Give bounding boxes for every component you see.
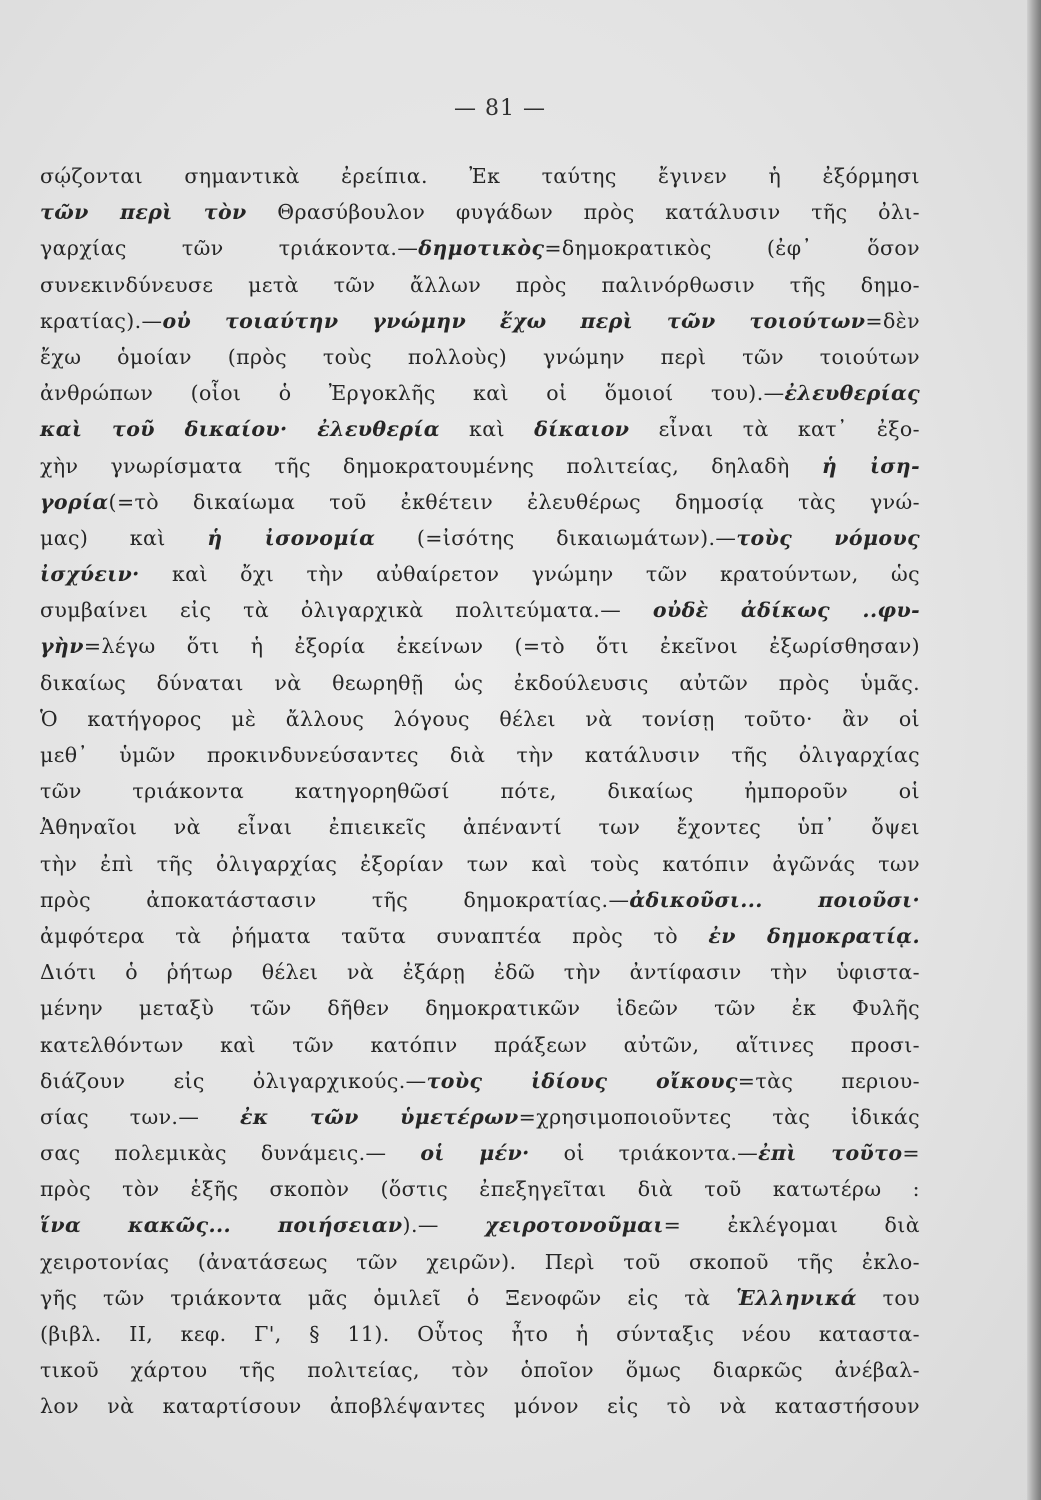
page-number: — 81 — bbox=[454, 96, 546, 121]
text-line bbox=[40, 1027, 920, 1063]
text-span bbox=[763, 888, 818, 912]
text-span: Ἀθηναῖοι νὰ εἶναι ἐπιεικεῖς ἀπέναντί των ἔχοντες ὑπ᾽ ὄψει bbox=[40, 815, 920, 840]
text-line bbox=[40, 303, 920, 339]
text-line bbox=[40, 773, 920, 809]
text-span: =δὲν bbox=[865, 308, 920, 333]
text-span: γαρχίας τῶν τριάκοντα.— bbox=[40, 236, 419, 261]
text-span: κατελθόντων καὶ τῶν κατόπιν πράξεων αὐτῶν, αἵτινες προσι- bbox=[40, 1032, 920, 1057]
text-span: σίας των.— bbox=[40, 1104, 241, 1129]
page-edge bbox=[1027, 0, 1041, 1500]
text-span: εἶναι τὰ κατ᾽ ἐξο- bbox=[629, 417, 920, 442]
text-line bbox=[40, 556, 920, 592]
text-span: δικαίως δύναται νὰ θεωρηθῇ ὡς ἐκδούλευσις αὐτῶν πρὸς ὑμᾶς. bbox=[40, 670, 920, 695]
text-span: =χρησιμοποιοῦντες τὰς ἰδικάς bbox=[518, 1104, 920, 1129]
text-line bbox=[40, 1316, 920, 1352]
text-span: (=τὸ δικαίωμα τοῦ ἐκθέτειν ἐλευθέρως δημοσίᾳ τὰς γνώ- bbox=[108, 489, 920, 514]
text-span: συμβαίνει εἰς τὰ ὀλιγαρχικὰ πολιτεύματα.— bbox=[40, 598, 653, 623]
text-line bbox=[40, 1388, 920, 1424]
text-span: διάζουν εἰς ὀλιγαρχικούς.— bbox=[40, 1068, 427, 1093]
text-span: =τὰς περιου- bbox=[737, 1068, 920, 1093]
text-span: πρὸς ἀποκατάστασιν τῆς δημοκρατίας.— bbox=[40, 887, 630, 912]
text-line bbox=[40, 158, 920, 194]
text-span: τικοῦ χάρτου τῆς πολιτείας, τὸν ὁποῖον ὅμως διαρκῶς ἀνέβαλ- bbox=[40, 1358, 920, 1383]
text-span: = ἐκλέγομαι διὰ bbox=[663, 1213, 920, 1238]
text-span: σας πολεμικὰς δυνάμεις.— bbox=[40, 1141, 421, 1166]
text-span: Διότι ὁ ῥήτωρ θέλει νὰ ἐξάρῃ ἐδῶ τὴν ἀντίφασιν τὴν ὑφιστα- bbox=[40, 960, 920, 985]
text-line bbox=[40, 194, 920, 230]
text-line bbox=[40, 882, 920, 918]
text-line bbox=[40, 990, 920, 1026]
text-span: τῶν τριάκοντα κατηγορηθῶσί πότε, δικαίως ἠμποροῦν οἱ bbox=[40, 779, 920, 804]
text-line bbox=[40, 1171, 920, 1207]
text-span: του bbox=[856, 1285, 920, 1310]
text-line bbox=[40, 448, 920, 484]
emphasized-term: δημοτικὸς bbox=[418, 236, 545, 261]
text-span: συνεκινδύνευσε μετὰ τῶν ἄλλων πρὸς παλινόρθωσιν τῆς δημο- bbox=[40, 272, 920, 297]
text-span: πρὸς τὸν ἑξῆς σκοπὸν (ὅστις ἐπεξηγεῖται διὰ τοῦ κατωτέρω : bbox=[40, 1177, 920, 1202]
emphasized-term: χειροτονοῦμαι bbox=[485, 1213, 664, 1238]
emphasized-term: ἐπὶ τοῦτο bbox=[758, 1141, 903, 1166]
emphasized-term: ἡ ἰση- bbox=[821, 453, 921, 478]
emphasized-term: τοὺς ἰδίους οἴκους bbox=[426, 1068, 738, 1093]
text-span: τὴν ἐπὶ τῆς ὀλιγαρχίας ἐξορίαν των καὶ τοὺς κατόπιν ἀγῶνάς των bbox=[40, 851, 920, 876]
text-line bbox=[40, 954, 920, 990]
emphasized-term: τῶν περὶ τὸν bbox=[40, 200, 247, 225]
emphasized-term: καὶ τοῦ δικαίου· ἐλευθερία bbox=[40, 417, 440, 442]
text-line bbox=[40, 1207, 920, 1243]
text-line bbox=[40, 592, 920, 628]
text-span: ἀνθρώπων (οἷοι ὁ Ἐργοκλῆς καὶ οἱ ὅμοιοί του).— bbox=[40, 381, 785, 406]
text-span: ἀμφότερα τὰ ῥήματα ταῦτα συναπτέα πρὸς τὸ bbox=[40, 923, 709, 948]
text-span: =δημοκρατικὸς (ἐφ᾽ ὅσον bbox=[544, 236, 920, 261]
emphasized-term: γὴν bbox=[40, 634, 84, 659]
emphasized-term: ἐν δημοκρατίᾳ. bbox=[708, 923, 921, 948]
text-line bbox=[40, 1063, 920, 1099]
emphasized-term: ἵνα κακῶς... ποιήσειαν bbox=[40, 1213, 403, 1238]
emphasized-term: ἐλευθερίας bbox=[784, 381, 920, 406]
text-line bbox=[40, 339, 920, 375]
emphasized-term: οὐδὲ ἀδίκως ..φυ- bbox=[652, 598, 920, 623]
body-text bbox=[40, 158, 920, 1425]
text-line bbox=[40, 1244, 920, 1280]
text-span: καὶ ὄχι τὴν αὐθαίρετον γνώμην τῶν κρατούντων, ὡς bbox=[139, 562, 920, 587]
text-span: (βιβλ. II, κεφ. Γ', § 11). Οὗτος ἦτο ἡ σύνταξις νέου καταστα- bbox=[40, 1322, 920, 1346]
text-line bbox=[40, 701, 920, 737]
text-line bbox=[40, 230, 920, 266]
text-span: κρατίας).— bbox=[40, 308, 163, 333]
text-span: γῆς τῶν τριάκοντα μᾶς ὁμιλεῖ ὁ Ξενοφῶν εἰς τὰ bbox=[40, 1285, 737, 1310]
text-span: μένην μεταξὺ τῶν δῆθεν δημοκρατικῶν ἰδεῶν τῶν ἐκ Φυλῆς bbox=[40, 996, 920, 1021]
text-line bbox=[40, 267, 920, 303]
text-line bbox=[40, 1099, 920, 1135]
text-span: χειροτονίας (ἀνατάσεως τῶν χειρῶν). Περὶ τοῦ σκοποῦ τῆς ἐκλο- bbox=[40, 1249, 920, 1274]
text-span: μεθ᾽ ὑμῶν προκινδυνεύσαντες διὰ τὴν κατάλυσιν τῆς ὀλιγαρχίας bbox=[40, 743, 920, 767]
emphasized-term: ἐκ τῶν ὑμετέρων bbox=[240, 1104, 519, 1129]
text-span: σῴζονται σημαντικὰ ἐρείπια. Ἐκ ταύτης ἔγινεν ἡ ἐξόρμησι bbox=[40, 164, 920, 188]
text-span: Ὁ κατήγορος μὲ ἄλλους λόγους θέλει νὰ τονίσῃ τοῦτο· ἂν οἱ bbox=[40, 706, 920, 731]
text-span: =λέγω ὅτι ἡ ἐξορία ἐκείνων (=τὸ ὅτι ἐκεῖνοι ἐξωρίσθησαν) bbox=[83, 634, 920, 659]
emphasized-term: Ἑλληνικά bbox=[736, 1285, 857, 1310]
text-line bbox=[40, 628, 920, 664]
text-line bbox=[40, 809, 920, 845]
text-line bbox=[40, 411, 920, 447]
text-span: μας) καὶ bbox=[40, 525, 208, 550]
emphasized-term: ἀδικοῦσι... bbox=[629, 887, 763, 912]
emphasized-term: τοὺς νόμους bbox=[736, 525, 920, 550]
emphasized-term: ποιοῦσι· bbox=[818, 887, 920, 912]
text-span: οἱ τριάκοντα.— bbox=[529, 1141, 759, 1166]
text-line bbox=[40, 737, 920, 773]
text-line bbox=[40, 918, 920, 954]
text-line bbox=[40, 1280, 920, 1316]
emphasized-term: ἰσχύειν· bbox=[40, 562, 140, 587]
text-span: Θρασύβουλον φυγάδων πρὸς κατάλυσιν τῆς ὀλι- bbox=[246, 200, 920, 225]
text-line bbox=[40, 665, 920, 701]
text-line bbox=[40, 1352, 920, 1388]
text-span: (=ἰσότης δικαιωμάτων).— bbox=[375, 525, 737, 550]
emphasized-term: δίκαιον bbox=[534, 417, 630, 442]
text-span: καὶ bbox=[439, 417, 535, 442]
text-span: ἔχω ὁμοίαν (πρὸς τοὺς πολλοὺς) γνώμην περὶ τῶν τοιούτων bbox=[40, 344, 920, 369]
text-line bbox=[40, 484, 920, 520]
text-span: χὴν γνωρίσματα τῆς δημοκρατουμένης πολιτείας, δηλαδὴ bbox=[40, 453, 822, 478]
text-span: = bbox=[902, 1141, 920, 1166]
text-line bbox=[40, 375, 920, 411]
text-span: ).— bbox=[402, 1213, 485, 1238]
emphasized-term: ἡ ἰσονομία bbox=[207, 525, 376, 550]
text-line bbox=[40, 846, 920, 882]
text-line bbox=[40, 520, 920, 556]
emphasized-term: οἱ μέν· bbox=[420, 1141, 530, 1166]
emphasized-term: γορία bbox=[40, 489, 109, 514]
emphasized-term: οὐ τοιαύτην γνώμην ἔχω περὶ τῶν τοιούτων bbox=[162, 308, 866, 333]
text-line bbox=[40, 1135, 920, 1171]
text-span: λον νὰ καταρτίσουν ἀποβλέψαντες μόνον εἰς τὸ νὰ καταστήσουν bbox=[40, 1394, 920, 1419]
